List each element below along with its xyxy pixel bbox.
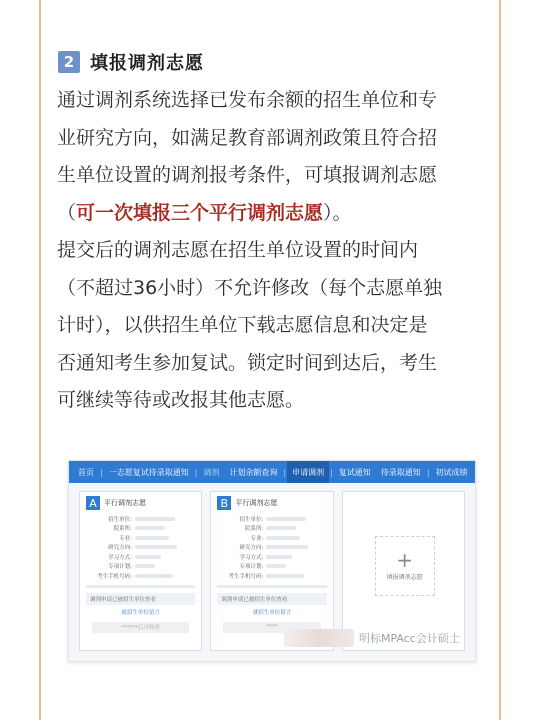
right-accent-line xyxy=(499,0,501,720)
form-field: 院系所: xyxy=(211,524,332,534)
nav-quota[interactable]: 计划余额查询 xyxy=(229,467,278,477)
nav-adjust[interactable]: 调剂 xyxy=(203,467,220,477)
card-title: 平行调剂志愿 xyxy=(104,499,146,507)
form-field: 研究方向: xyxy=(211,543,332,553)
nav-scores[interactable]: 初试成绩 xyxy=(435,467,468,477)
form-field: 招生单位: xyxy=(211,514,332,524)
form-field: 专业: xyxy=(80,533,201,543)
form-field: 院系所: xyxy=(80,524,201,534)
section-heading xyxy=(58,48,204,76)
highlight-text: 可一次填报三个平行调剂志愿 xyxy=(76,201,324,224)
text-line: 计时），以供招生单位下载志愿信息和决定是 xyxy=(57,314,428,336)
section-number-badge: 2 xyxy=(58,51,80,73)
top-nav: 首页 | 一志愿复试待录取通知 | 调剂 计划余额查询 | 申请调剂 | 复试通知 待录取通知 | 初试成绩 xyxy=(69,461,475,483)
form-field: 专项计划: xyxy=(80,562,201,572)
form-field: 研究方向: xyxy=(80,543,201,553)
add-choice-label: 填报调剂志愿 xyxy=(386,574,423,581)
status-note: 调剂申请已被招生单位查看 xyxy=(86,593,195,605)
add-choice-button[interactable] xyxy=(375,536,435,596)
form-field: 学习方式: xyxy=(211,552,332,562)
text-line: （不超过36小时）不允许修改（每个志愿单独 xyxy=(57,276,443,299)
form-field: 学习方式: xyxy=(80,552,201,562)
open-paren: （ xyxy=(57,201,77,224)
card-letter: A xyxy=(86,496,100,510)
status-note: 调剂申请已被招生单位查看 xyxy=(217,593,326,605)
paragraph-2 xyxy=(57,232,487,420)
form-field: 考生手机号码: xyxy=(211,571,332,581)
paragraph-1 xyxy=(57,82,487,232)
message-link[interactable]: 就招生单位留言 xyxy=(252,609,292,616)
close-paren: ）。 xyxy=(323,201,352,224)
nav-admit[interactable]: 待录取通知 xyxy=(380,467,421,477)
card-letter: B xyxy=(217,496,231,510)
modify-button[interactable]: ******后可修改 xyxy=(92,622,189,633)
form-field: 专项计划: xyxy=(211,562,332,572)
message-link[interactable]: 就招生单位留言 xyxy=(121,609,160,616)
nav-retest[interactable]: 复试通知 xyxy=(338,467,371,477)
section-title: 填报调剂志愿 xyxy=(90,53,204,74)
form-field: 招生单位: xyxy=(80,514,201,524)
card-title: 平行调剂志愿 xyxy=(235,499,278,507)
text-line: 否通知考生参加复试。锁定时间到达后，考生 xyxy=(57,351,438,374)
nav-first-choice[interactable]: 一志愿复试待录取通知 xyxy=(108,467,189,477)
text-line: 业研究方向，如满足教育部调剂政策且符合招 xyxy=(57,126,438,149)
form-field: 考生手机号码: xyxy=(80,571,201,581)
text-line: 通过调剂系统选择已发布余额的招生单位和专 xyxy=(57,89,438,111)
modify-button[interactable]: **** xyxy=(223,622,320,633)
text-line: 生单位设置的调剂报考条件，可填报调剂志愿 xyxy=(57,164,438,186)
body-text xyxy=(57,82,487,420)
text-line: 提交后的调剂志愿在招生单位设置的时间内 xyxy=(57,239,419,261)
nav-apply[interactable]: 申请调剂 xyxy=(287,461,329,483)
left-accent-line xyxy=(39,0,41,720)
blurred-patch xyxy=(284,629,354,647)
text-line: 可继续等待或改报其他志愿。 xyxy=(57,389,305,411)
watermark-text: 明标MPAcc会计硕士 xyxy=(359,632,460,645)
watermark xyxy=(284,627,464,649)
form-field: 专业: xyxy=(211,533,332,543)
plus-icon: + xyxy=(396,548,414,572)
nav-home[interactable]: 首页 xyxy=(78,467,94,477)
choice-card-a xyxy=(79,491,202,651)
